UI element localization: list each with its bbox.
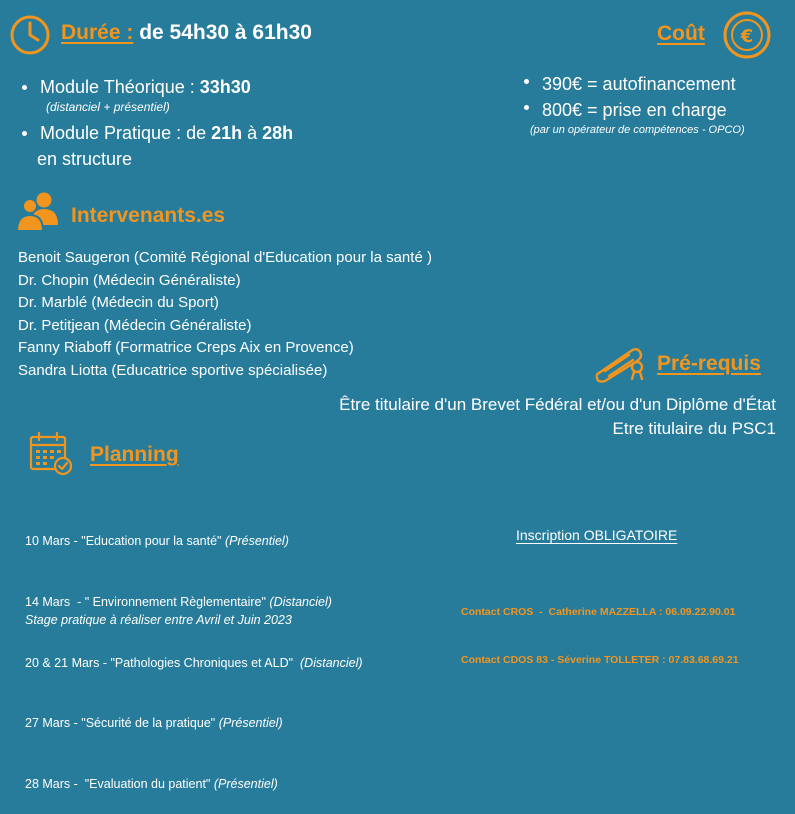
contact-line: Contact CROS - Catherine MAZZELLA : 06.09.22.90.01 bbox=[461, 606, 736, 618]
contact-line: Contact CDOS 83 - Séverine TOLLETER : 07.83.68.69.21 bbox=[461, 654, 739, 666]
planning-item: 10 Mars - "Education pour la santé" (Présentiel) bbox=[25, 534, 289, 549]
inscription-text: Inscription OBLIGATOIRE bbox=[516, 527, 678, 543]
diploma-scroll-icon bbox=[593, 343, 651, 383]
intervenant-item: Dr. Marblé (Médecin du Sport) bbox=[18, 294, 219, 312]
intervenant-item: Fanny Riaboff (Formatrice Creps Aix en Provence) bbox=[18, 339, 354, 357]
duree-label: Durée : bbox=[61, 21, 134, 44]
cout-item: 390€ = autofinancement bbox=[522, 71, 736, 97]
cout-list bbox=[522, 71, 736, 123]
cout-item: 800€ = prise en charge bbox=[522, 97, 736, 123]
prerequis-lines bbox=[339, 393, 776, 441]
intervenant-item: Dr. Chopin (Médecin Généraliste) bbox=[18, 271, 241, 289]
stage-note: Stage pratique à réaliser entre Avril et Juin 2023 bbox=[25, 613, 292, 627]
module-theorique: Module Théorique : 33h30 (distanciel + présentiel) bbox=[20, 77, 440, 114]
intervenant-item: Sandra Liotta (Educatrice sportive spécialisée) bbox=[18, 361, 328, 379]
duree-value: de 54h30 à 61h30 bbox=[139, 21, 312, 44]
modules-list bbox=[20, 77, 440, 170]
module-theorique-note: (distanciel + présentiel) bbox=[46, 100, 170, 114]
planning-item: 28 Mars - "Evaluation du patient" (Présentiel) bbox=[25, 776, 278, 791]
planning-list bbox=[25, 491, 363, 814]
intervenants-list bbox=[18, 247, 432, 383]
prerequis-line: Etre titulaire du PSC1 bbox=[612, 419, 776, 438]
calendar-check-icon bbox=[28, 431, 74, 477]
intervenant-item: Benoit Saugeron (Comité Régional d'Education pour la santé ) bbox=[18, 249, 432, 266]
module-pratique: Module Pratique : de 21h à 28h en structure bbox=[20, 123, 440, 170]
planning-item: 14 Mars - " Environnement Règlementaire" (Distanciel) bbox=[25, 595, 332, 610]
duree-heading bbox=[61, 21, 312, 45]
euro-coin-icon bbox=[722, 10, 772, 60]
svg-text:€: € bbox=[740, 26, 754, 47]
planning-title: Planning bbox=[90, 443, 179, 466]
planning-item: 27 Mars - "Sécurité de la pratique" (Présentiel) bbox=[25, 716, 283, 731]
planning-item: 20 & 21 Mars - "Pathologies Chroniques et ALD" (Distanciel) bbox=[25, 655, 363, 670]
clock-icon bbox=[9, 14, 51, 56]
contacts bbox=[461, 572, 739, 684]
module-pratique-line2: en structure bbox=[37, 149, 133, 169]
people-icon bbox=[16, 189, 60, 233]
prerequis-line: Être titulaire d'un Brevet Fédéral et/ou d'un Diplôme d'État bbox=[339, 395, 776, 414]
intervenant-item: Dr. Petitjean (Médecin Généraliste) bbox=[18, 316, 252, 334]
intervenants-title: Intervenants.es bbox=[71, 204, 226, 227]
cout-note: (par un opérateur de compétences - OPCO) bbox=[530, 124, 745, 136]
cout-title: Coût bbox=[657, 22, 705, 45]
prerequis-title: Pré-requis bbox=[657, 352, 761, 375]
